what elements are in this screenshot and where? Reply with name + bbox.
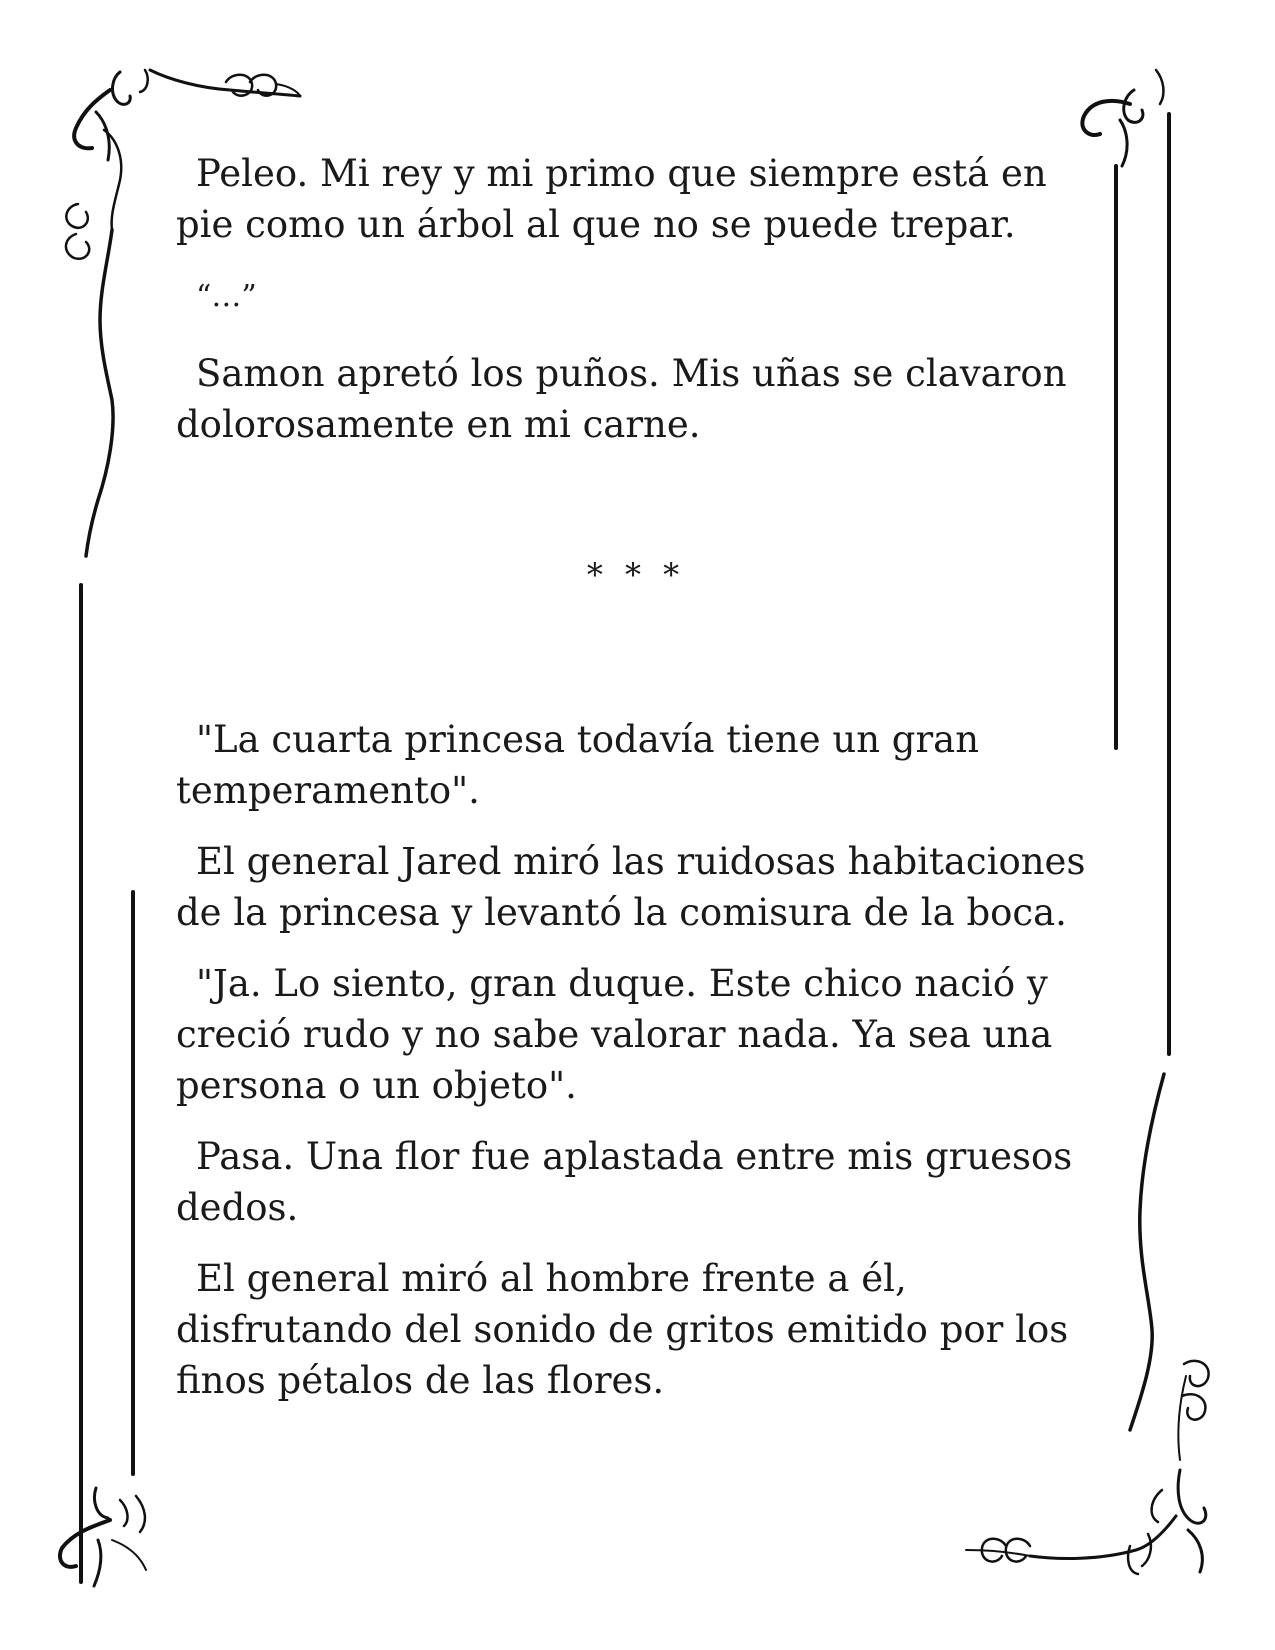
paragraph-ellipsis-quote: “…” xyxy=(196,279,257,314)
paragraph-peleo: Peleo. Mi rey y mi primo que siempre está en pie como un árbol al que no se puede trepar. xyxy=(176,152,1047,246)
paragraph-general-jared: El general Jared miró las ruidosas habitaciones de la princesa y levantó la comisura de la boca. xyxy=(176,840,1086,934)
flourish-bottom-left-icon xyxy=(60,1488,146,1586)
paragraph-samon: Samon apretó los puños. Mis uñas se clavaron dolorosamente en mi carne. xyxy=(176,352,1067,446)
section-separator: * * * xyxy=(586,556,686,594)
flourish-bottom-right-icon xyxy=(966,1470,1206,1574)
paragraph-cuarta-princesa: "La cuarta princesa todavía tiene un gran temperamento". xyxy=(176,718,980,812)
page-body xyxy=(176,148,1096,1406)
paragraph-ja-lo-siento: "Ja. Lo siento, gran duque. Este chico nació y creció rudo y no sabe valorar nada. Ya sea una persona o un objeto". xyxy=(176,962,1053,1107)
paragraph-general-miro: El general miró al hombre frente a él, disfrutando del sonido de gritos emitido por los finos pétalos de las flores. xyxy=(176,1257,1069,1402)
flourish-right-lower-icon xyxy=(1130,1074,1209,1460)
paragraph-pasa: Pasa. Una flor fue aplastada entre mis gruesos dedos. xyxy=(176,1135,1073,1229)
